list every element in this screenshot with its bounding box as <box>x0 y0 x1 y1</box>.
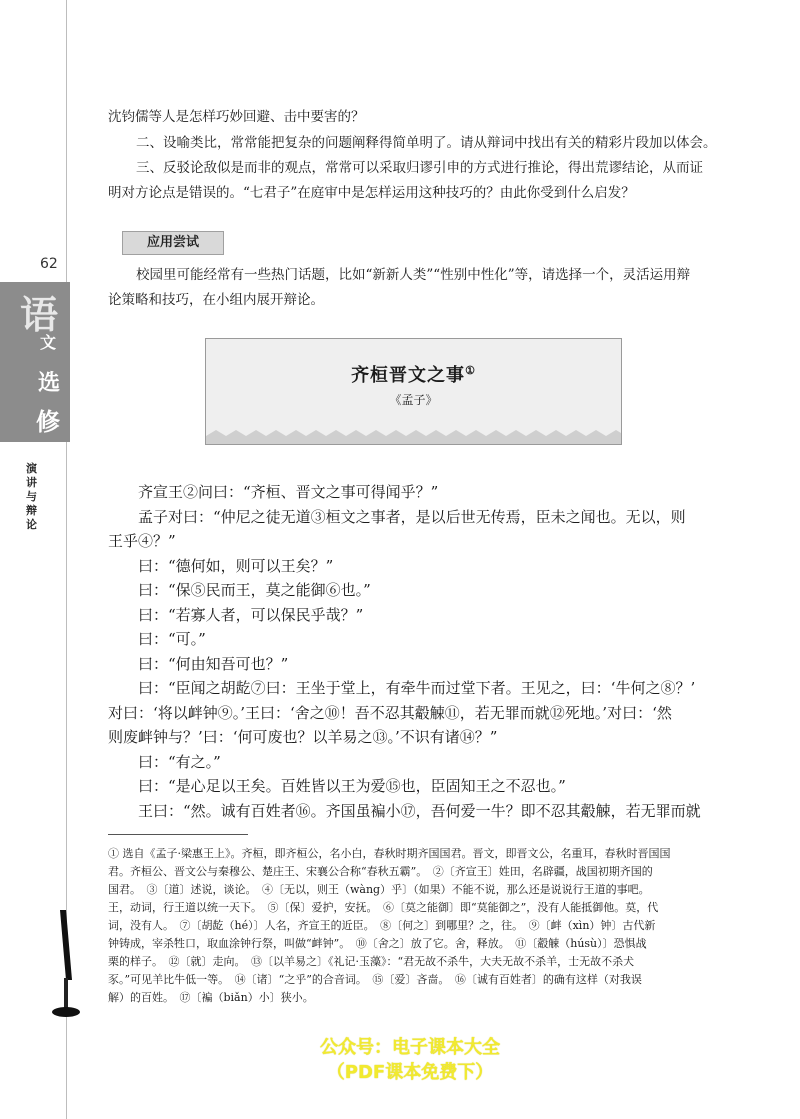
intro-line-1: 沈钧儒等人是怎样巧妙回避、击中要害的？ <box>108 109 365 125</box>
body-line: 曰：“德何如，则可以王矣？” <box>108 556 334 575</box>
intro-line-2: 二、设喻类比，常常能把复杂的问题阐释得简单明了。请从辩词中找出有关的精彩片段加以体会。 <box>136 135 717 151</box>
body-line: 对曰：‘将以衅钟⑨。’王曰：‘舍之⑩！吾不忍其觳觫⑪，若无罪而就⑫死地。’对曰：‘然 <box>108 703 672 722</box>
intro-line-4: 明对方论点是错误的。“七君子”在庭审中是怎样运用这种技巧的？由此你受到什么启发？ <box>108 185 635 201</box>
section-label-text: 应用尝试 <box>146 235 199 250</box>
footnote-line: 豕。”可见羊比牛低一等。 ⑭〔诸〕“之乎”的合音词。 ⑮〔爱〕吝啬。 ⑯〔诚有百姓者〕的确有这样（对我误 <box>108 973 642 986</box>
body-line: 曰：“有之。” <box>108 752 221 771</box>
side-tab-char-1: 语 <box>20 292 59 337</box>
footnote-line: 王，动词，行王道以统一天下。 ⑤〔保〕爱护，安抚。 ⑥〔莫之能御〕即“莫能御之”，没有人能抵御他。莫，代 <box>108 901 659 914</box>
footnote-line: 钟铸成，宰杀牲口，取血涂钟行祭，叫做“衅钟”。 ⑩〔舍之〕放了它。舍，释放。 ⑪〔觳觫（húsù）〕恐惧战 <box>108 937 647 950</box>
footnote-line: 国君。 ③〔道〕述说，谈论。 ④〔无以，则王（wàng）乎〕（如果）不能不说，那么还是说说行王道的事吧。 <box>108 883 650 896</box>
watermark <box>290 1035 530 1085</box>
vertical-label: 演讲与辩论 <box>26 462 37 531</box>
body-line: 曰：“是心足以王矣。百姓皆以王为爱⑮也，臣固知王之不忍也。” <box>108 777 566 795</box>
side-tab-char-2: 文 <box>40 333 57 352</box>
body-line: 曰：“可。” <box>108 630 206 648</box>
body-line: 则废衅钟与？’曰：‘何可废也？以羊易之⑬。’不识有诸⑭？” <box>108 728 498 746</box>
article-title-note: ① <box>465 364 476 377</box>
body-line: 齐宣王②问曰：“齐桓、晋文之事可得闻乎？” <box>108 483 439 501</box>
body-line: 曰：“保⑤民而王，莫之能御⑥也。” <box>108 581 371 599</box>
body-line: 王曰：“然。诚有百姓者⑯。齐国虽褊小⑰，吾何爱一牛？即不忍其觳觫，若无罪而就 <box>108 801 701 820</box>
footnote-line: 解）的百姓。 ⑰〔褊（biǎn）小〕狭小。 <box>108 991 314 1004</box>
article-author: 《孟子》 <box>389 393 438 407</box>
body-line: 孟子对曰：“仲尼之徒无道③桓文之事者，是以后世无传焉，臣未之闻也。无以，则 <box>108 507 686 526</box>
watermark-line-1: 公众号：电子课本大全 <box>320 1037 500 1058</box>
footnote-line: ① 选自《孟子·梁惠王上》。齐桓，即齐桓公，名小白，春秋时期齐国国君。晋文，即晋文公，名重耳，春秋时晋国国 <box>108 847 671 860</box>
side-tab <box>0 282 70 442</box>
footnote-line: 栗的样子。 ⑫〔就〕走向。 ⑬〔以羊易之〕《礼记·玉藻》：“君无故不杀牛，大夫无故不杀羊，士无故不杀犬 <box>108 955 635 968</box>
body-line: 曰：“臣闻之胡龁⑦曰：王坐于堂上，有牵牛而过堂下者。王见之，曰：‘牛何之⑧？’ <box>108 679 696 697</box>
footnotes <box>108 845 723 1007</box>
side-tab-char-3: 选 <box>38 370 61 396</box>
application-line-1: 校园里可能经常有一些热门话题，比如“新新人类”“性别中性化”等，请选择一个，灵活运用辩 <box>136 267 691 283</box>
application-line-2: 论策略和技巧，在小组内展开辩论。 <box>108 292 324 308</box>
body-line: 曰：“何由知吾可也？” <box>108 654 289 673</box>
footnote-line: 君。齐桓公、晋文公与秦穆公、楚庄王、宋襄公合称“春秋五霸”。 ②〔齐宣王〕姓田，名辟疆，战国初期齐国的 <box>108 865 653 878</box>
article-body <box>108 480 723 823</box>
microphone-icon <box>50 910 90 1020</box>
article-title-row <box>206 361 621 387</box>
zigzag-border <box>206 430 621 444</box>
article-title: 齐桓晋文之事 <box>351 365 466 386</box>
article-title-box <box>205 338 622 445</box>
section-label <box>122 231 224 255</box>
body-line: 曰：“若寡人者，可以保民乎哉？” <box>108 605 364 624</box>
footnote-divider <box>108 834 248 835</box>
intro-line-3: 三、反驳论敌似是而非的观点，常常可以采取归谬引申的方式进行推论，得出荒谬结论，从而证 <box>136 160 703 176</box>
page-number: 62 <box>40 256 58 272</box>
side-tab-char-4: 修 <box>36 407 60 436</box>
watermark-line-2: （PDF课本免费下） <box>326 1062 494 1083</box>
body-line: 王乎④？” <box>108 532 176 550</box>
footnote-line: 词，没有人。 ⑦〔胡龁（hé）〕人名，齐宣王的近臣。 ⑧〔何之〕到哪里？之，往。 ⑨〔衅（xìn）钟〕古代新 <box>108 919 656 932</box>
